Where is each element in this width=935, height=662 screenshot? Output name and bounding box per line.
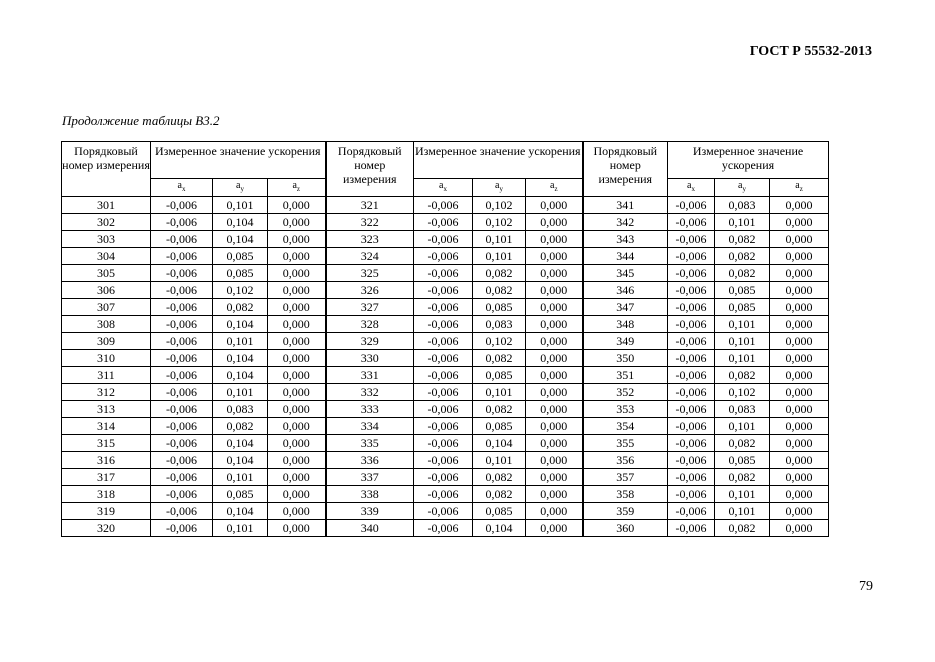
accel-y-cell: 0,085: [473, 418, 526, 435]
accel-z-cell: 0,000: [268, 197, 326, 214]
measurement-number-cell: 303: [62, 231, 151, 248]
header-row-axes: [62, 179, 829, 197]
measurement-number-cell: 334: [326, 418, 414, 435]
accel-z-cell: 0,000: [268, 401, 326, 418]
accel-x-cell: -0,006: [668, 350, 715, 367]
measurement-number-cell: 333: [326, 401, 414, 418]
column-header-acceleration: Измеренное значение ускорения: [668, 142, 829, 179]
accel-z-cell: 0,000: [526, 299, 583, 316]
table-row: [62, 418, 829, 435]
accel-z-cell: 0,000: [526, 367, 583, 384]
measurement-number-cell: 306: [62, 282, 151, 299]
measurement-number-cell: 326: [326, 282, 414, 299]
accel-z-cell: 0,000: [268, 435, 326, 452]
accel-z-cell: 0,000: [770, 367, 829, 384]
accel-x-cell: -0,006: [151, 231, 213, 248]
accel-x-cell: -0,006: [668, 282, 715, 299]
accel-x-cell: -0,006: [414, 520, 473, 537]
axis-header-az: $a_z$: [526, 179, 583, 197]
accel-z-cell: 0,000: [268, 350, 326, 367]
column-header-acceleration: Измеренное значение ускорения: [151, 142, 326, 179]
accel-z-cell: 0,000: [268, 520, 326, 537]
accel-x-cell: -0,006: [151, 197, 213, 214]
table-caption: Продолжение таблицы В3.2: [62, 113, 220, 128]
accel-z-cell: 0,000: [268, 452, 326, 469]
accel-x-cell: -0,006: [151, 435, 213, 452]
accel-x-cell: -0,006: [668, 299, 715, 316]
measurement-number-cell: 340: [326, 520, 414, 537]
measurement-number-cell: 314: [62, 418, 151, 435]
axis-header-ax: $a_x$: [151, 179, 213, 197]
accel-y-cell: 0,085: [715, 452, 770, 469]
measurement-number-cell: 317: [62, 469, 151, 486]
accel-z-cell: 0,000: [770, 350, 829, 367]
measurement-number-cell: 357: [583, 469, 668, 486]
axis-header-ay: $a_y$: [715, 179, 770, 197]
accel-z-cell: 0,000: [770, 214, 829, 231]
accel-y-cell: 0,082: [715, 248, 770, 265]
measurement-number-cell: 330: [326, 350, 414, 367]
accel-x-cell: -0,006: [414, 452, 473, 469]
accel-z-cell: 0,000: [526, 469, 583, 486]
accel-z-cell: 0,000: [526, 333, 583, 350]
accel-x-cell: -0,006: [151, 333, 213, 350]
accel-y-cell: 0,101: [473, 452, 526, 469]
accel-y-cell: 0,104: [213, 231, 268, 248]
accel-z-cell: 0,000: [770, 418, 829, 435]
measurement-number-cell: 323: [326, 231, 414, 248]
accel-z-cell: 0,000: [526, 520, 583, 537]
accel-z-cell: 0,000: [526, 418, 583, 435]
accel-x-cell: -0,006: [668, 418, 715, 435]
accel-x-cell: -0,006: [151, 316, 213, 333]
accel-y-cell: 0,102: [715, 384, 770, 401]
measurement-number-cell: 356: [583, 452, 668, 469]
accel-x-cell: -0,006: [668, 469, 715, 486]
measurement-number-cell: 309: [62, 333, 151, 350]
accel-y-cell: 0,104: [213, 503, 268, 520]
measurement-number-cell: 336: [326, 452, 414, 469]
accel-y-cell: 0,082: [213, 299, 268, 316]
accel-x-cell: -0,006: [668, 214, 715, 231]
table-row: [62, 248, 829, 265]
accel-y-cell: 0,082: [715, 265, 770, 282]
measurement-number-cell: 319: [62, 503, 151, 520]
accel-x-cell: -0,006: [668, 452, 715, 469]
measurement-number-cell: 337: [326, 469, 414, 486]
measurement-number-cell: 343: [583, 231, 668, 248]
accel-y-cell: 0,082: [473, 265, 526, 282]
accel-z-cell: 0,000: [770, 435, 829, 452]
accel-x-cell: -0,006: [668, 231, 715, 248]
accel-x-cell: -0,006: [668, 401, 715, 418]
accel-y-cell: 0,101: [213, 520, 268, 537]
accel-y-cell: 0,101: [213, 333, 268, 350]
axis-header-ay: $a_y$: [213, 179, 268, 197]
table-row: [62, 486, 829, 503]
accel-y-cell: 0,101: [715, 486, 770, 503]
accel-x-cell: -0,006: [668, 316, 715, 333]
column-header-number: Порядковый номер измерения: [583, 142, 668, 197]
measurement-number-cell: 346: [583, 282, 668, 299]
accel-y-cell: 0,101: [715, 333, 770, 350]
accel-y-cell: 0,085: [473, 503, 526, 520]
measurement-number-cell: 354: [583, 418, 668, 435]
accel-y-cell: 0,101: [715, 418, 770, 435]
accel-z-cell: 0,000: [770, 503, 829, 520]
accel-z-cell: 0,000: [526, 214, 583, 231]
accel-z-cell: 0,000: [770, 282, 829, 299]
axis-header-az: $a_z$: [770, 179, 829, 197]
accel-y-cell: 0,085: [715, 299, 770, 316]
accel-z-cell: 0,000: [268, 214, 326, 231]
axis-header-ax: $a_x$: [668, 179, 715, 197]
measurement-number-cell: 352: [583, 384, 668, 401]
accel-y-cell: 0,083: [715, 197, 770, 214]
accel-y-cell: 0,085: [213, 265, 268, 282]
axis-header-ax: $a_x$: [414, 179, 473, 197]
table-row: [62, 520, 829, 537]
accel-z-cell: 0,000: [268, 265, 326, 282]
accel-z-cell: 0,000: [526, 435, 583, 452]
accel-z-cell: 0,000: [268, 299, 326, 316]
accel-z-cell: 0,000: [526, 231, 583, 248]
accel-z-cell: 0,000: [770, 316, 829, 333]
accel-z-cell: 0,000: [770, 520, 829, 537]
accel-x-cell: -0,006: [414, 299, 473, 316]
accel-y-cell: 0,101: [473, 248, 526, 265]
accel-y-cell: 0,101: [213, 197, 268, 214]
table-row: [62, 265, 829, 282]
accel-x-cell: -0,006: [151, 503, 213, 520]
accel-z-cell: 0,000: [770, 231, 829, 248]
accel-z-cell: 0,000: [526, 316, 583, 333]
measurement-number-cell: 355: [583, 435, 668, 452]
accel-z-cell: 0,000: [770, 452, 829, 469]
measurement-number-cell: 310: [62, 350, 151, 367]
table-body: [62, 197, 829, 537]
accel-y-cell: 0,104: [213, 435, 268, 452]
accel-x-cell: -0,006: [668, 265, 715, 282]
accel-y-cell: 0,101: [715, 214, 770, 231]
accel-y-cell: 0,083: [213, 401, 268, 418]
measurement-number-cell: 341: [583, 197, 668, 214]
accel-y-cell: 0,104: [473, 520, 526, 537]
table-row: [62, 299, 829, 316]
accel-x-cell: -0,006: [668, 248, 715, 265]
measurement-number-cell: 308: [62, 316, 151, 333]
accel-x-cell: -0,006: [668, 435, 715, 452]
accel-z-cell: 0,000: [268, 333, 326, 350]
measurement-number-cell: 331: [326, 367, 414, 384]
accel-x-cell: -0,006: [151, 265, 213, 282]
accel-y-cell: 0,101: [715, 503, 770, 520]
accel-y-cell: 0,082: [473, 350, 526, 367]
accel-x-cell: -0,006: [414, 367, 473, 384]
accel-x-cell: -0,006: [668, 503, 715, 520]
accel-y-cell: 0,101: [473, 231, 526, 248]
accel-y-cell: 0,085: [473, 299, 526, 316]
accel-y-cell: 0,082: [715, 469, 770, 486]
measurement-number-cell: 315: [62, 435, 151, 452]
accel-x-cell: -0,006: [151, 350, 213, 367]
table-row: [62, 384, 829, 401]
accel-z-cell: 0,000: [526, 197, 583, 214]
accel-y-cell: 0,085: [213, 486, 268, 503]
measurement-number-cell: 350: [583, 350, 668, 367]
measurement-number-cell: 358: [583, 486, 668, 503]
accel-x-cell: -0,006: [414, 418, 473, 435]
accel-z-cell: 0,000: [268, 469, 326, 486]
accel-y-cell: 0,104: [213, 214, 268, 231]
accel-x-cell: -0,006: [151, 469, 213, 486]
accel-z-cell: 0,000: [770, 401, 829, 418]
table-row: [62, 282, 829, 299]
accel-x-cell: -0,006: [668, 367, 715, 384]
measurement-number-cell: 328: [326, 316, 414, 333]
measurements-table: [61, 141, 829, 537]
accel-y-cell: 0,104: [213, 452, 268, 469]
accel-z-cell: 0,000: [770, 265, 829, 282]
accel-z-cell: 0,000: [526, 265, 583, 282]
accel-x-cell: -0,006: [151, 299, 213, 316]
table-row: [62, 452, 829, 469]
measurement-number-cell: 311: [62, 367, 151, 384]
accel-x-cell: -0,006: [414, 350, 473, 367]
measurement-number-cell: 348: [583, 316, 668, 333]
accel-x-cell: -0,006: [414, 486, 473, 503]
accel-z-cell: 0,000: [526, 248, 583, 265]
accel-y-cell: 0,104: [213, 367, 268, 384]
accel-z-cell: 0,000: [268, 231, 326, 248]
measurement-number-cell: 313: [62, 401, 151, 418]
accel-x-cell: -0,006: [414, 469, 473, 486]
table-row: [62, 350, 829, 367]
accel-z-cell: 0,000: [268, 503, 326, 520]
accel-z-cell: 0,000: [268, 384, 326, 401]
accel-x-cell: -0,006: [668, 486, 715, 503]
table-row: [62, 367, 829, 384]
accel-y-cell: 0,083: [473, 316, 526, 333]
accel-z-cell: 0,000: [526, 384, 583, 401]
accel-x-cell: -0,006: [151, 520, 213, 537]
measurement-number-cell: 325: [326, 265, 414, 282]
measurement-number-cell: 327: [326, 299, 414, 316]
accel-z-cell: 0,000: [268, 418, 326, 435]
accel-y-cell: 0,101: [715, 316, 770, 333]
accel-z-cell: 0,000: [770, 248, 829, 265]
accel-x-cell: -0,006: [151, 367, 213, 384]
accel-y-cell: 0,104: [213, 350, 268, 367]
axis-header-az: $a_z$: [268, 179, 326, 197]
accel-x-cell: -0,006: [151, 248, 213, 265]
accel-y-cell: 0,102: [213, 282, 268, 299]
column-header-number: Порядковый номер измерения: [326, 142, 414, 197]
accel-z-cell: 0,000: [526, 503, 583, 520]
accel-x-cell: -0,006: [151, 401, 213, 418]
accel-y-cell: 0,083: [715, 401, 770, 418]
accel-x-cell: -0,006: [151, 282, 213, 299]
measurement-number-cell: 360: [583, 520, 668, 537]
measurement-number-cell: 349: [583, 333, 668, 350]
measurement-number-cell: 339: [326, 503, 414, 520]
accel-x-cell: -0,006: [668, 197, 715, 214]
accel-x-cell: -0,006: [151, 418, 213, 435]
accel-z-cell: 0,000: [268, 282, 326, 299]
measurement-number-cell: 329: [326, 333, 414, 350]
accel-x-cell: -0,006: [668, 384, 715, 401]
measurement-number-cell: 332: [326, 384, 414, 401]
accel-z-cell: 0,000: [268, 367, 326, 384]
accel-z-cell: 0,000: [268, 486, 326, 503]
measurement-number-cell: 342: [583, 214, 668, 231]
accel-x-cell: -0,006: [151, 452, 213, 469]
accel-x-cell: -0,006: [414, 435, 473, 452]
accel-y-cell: 0,101: [213, 384, 268, 401]
accel-x-cell: -0,006: [414, 282, 473, 299]
table-row: [62, 214, 829, 231]
measurement-number-cell: 305: [62, 265, 151, 282]
accel-y-cell: 0,082: [473, 486, 526, 503]
accel-y-cell: 0,101: [715, 350, 770, 367]
accel-y-cell: 0,101: [473, 384, 526, 401]
standard-number: ГОСТ Р 55532-2013: [749, 44, 872, 59]
accel-x-cell: -0,006: [151, 214, 213, 231]
measurement-number-cell: 353: [583, 401, 668, 418]
accel-y-cell: 0,082: [473, 282, 526, 299]
measurement-number-cell: 359: [583, 503, 668, 520]
measurement-number-cell: 344: [583, 248, 668, 265]
measurement-number-cell: 321: [326, 197, 414, 214]
measurement-number-cell: 347: [583, 299, 668, 316]
accel-y-cell: 0,102: [473, 197, 526, 214]
table-row: [62, 231, 829, 248]
measurement-number-cell: 345: [583, 265, 668, 282]
table-row: [62, 435, 829, 452]
accel-x-cell: -0,006: [414, 197, 473, 214]
table-row: [62, 333, 829, 350]
accel-y-cell: 0,082: [473, 469, 526, 486]
accel-x-cell: -0,006: [414, 333, 473, 350]
accel-x-cell: -0,006: [151, 384, 213, 401]
axis-header-ay: $a_y$: [473, 179, 526, 197]
measurement-number-cell: 304: [62, 248, 151, 265]
accel-x-cell: -0,006: [668, 520, 715, 537]
measurement-number-cell: 301: [62, 197, 151, 214]
measurement-number-cell: 335: [326, 435, 414, 452]
measurement-number-cell: 312: [62, 384, 151, 401]
accel-x-cell: -0,006: [414, 265, 473, 282]
accel-z-cell: 0,000: [770, 486, 829, 503]
accel-y-cell: 0,085: [715, 282, 770, 299]
column-header-number: Порядковый номер измерения: [62, 142, 151, 197]
measurement-number-cell: 316: [62, 452, 151, 469]
accel-z-cell: 0,000: [268, 248, 326, 265]
accel-x-cell: -0,006: [151, 486, 213, 503]
accel-y-cell: 0,082: [473, 401, 526, 418]
measurement-number-cell: 322: [326, 214, 414, 231]
accel-y-cell: 0,104: [213, 316, 268, 333]
table-row: [62, 316, 829, 333]
accel-x-cell: -0,006: [414, 384, 473, 401]
accel-z-cell: 0,000: [526, 282, 583, 299]
accel-x-cell: -0,006: [414, 214, 473, 231]
accel-y-cell: 0,082: [715, 520, 770, 537]
accel-z-cell: 0,000: [770, 333, 829, 350]
accel-y-cell: 0,104: [473, 435, 526, 452]
accel-z-cell: 0,000: [526, 350, 583, 367]
accel-z-cell: 0,000: [268, 316, 326, 333]
accel-y-cell: 0,082: [213, 418, 268, 435]
column-header-acceleration: Измеренное значение ускорения: [414, 142, 583, 179]
accel-y-cell: 0,082: [715, 231, 770, 248]
accel-x-cell: -0,006: [414, 401, 473, 418]
page-number: 79: [859, 579, 873, 594]
accel-z-cell: 0,000: [526, 486, 583, 503]
accel-z-cell: 0,000: [770, 299, 829, 316]
accel-y-cell: 0,085: [473, 367, 526, 384]
accel-y-cell: 0,082: [715, 435, 770, 452]
measurement-number-cell: 302: [62, 214, 151, 231]
accel-y-cell: 0,102: [473, 333, 526, 350]
measurement-number-cell: 307: [62, 299, 151, 316]
accel-z-cell: 0,000: [770, 469, 829, 486]
measurement-number-cell: 324: [326, 248, 414, 265]
accel-x-cell: -0,006: [668, 333, 715, 350]
table-row: [62, 401, 829, 418]
accel-y-cell: 0,082: [715, 367, 770, 384]
accel-x-cell: -0,006: [414, 248, 473, 265]
table-row: [62, 469, 829, 486]
table-row: [62, 503, 829, 520]
measurement-number-cell: 338: [326, 486, 414, 503]
accel-y-cell: 0,085: [213, 248, 268, 265]
accel-z-cell: 0,000: [770, 384, 829, 401]
accel-x-cell: -0,006: [414, 503, 473, 520]
measurement-number-cell: 318: [62, 486, 151, 503]
accel-z-cell: 0,000: [526, 401, 583, 418]
measurement-number-cell: 320: [62, 520, 151, 537]
accel-y-cell: 0,102: [473, 214, 526, 231]
measurement-number-cell: 351: [583, 367, 668, 384]
accel-z-cell: 0,000: [526, 452, 583, 469]
table-row: [62, 197, 829, 214]
accel-y-cell: 0,101: [213, 469, 268, 486]
header-row-groups: [62, 142, 829, 179]
accel-x-cell: -0,006: [414, 231, 473, 248]
accel-x-cell: -0,006: [414, 316, 473, 333]
accel-z-cell: 0,000: [770, 197, 829, 214]
